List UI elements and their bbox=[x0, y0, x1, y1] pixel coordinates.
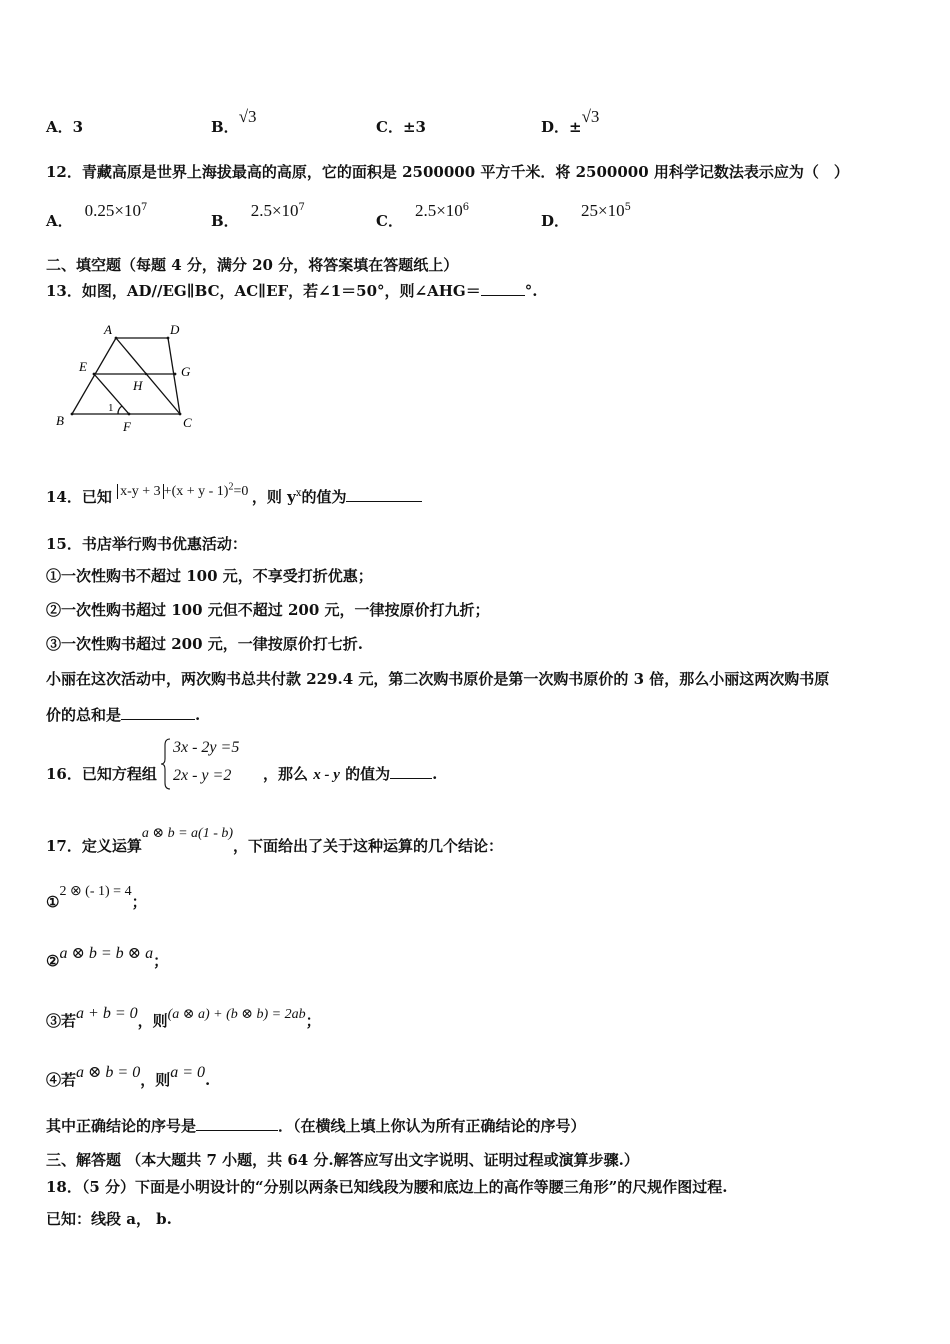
q15-rule-1: ①一次性购书不超过 100 元，不享受打折优惠； bbox=[46, 567, 373, 585]
label-g: G bbox=[181, 364, 191, 379]
label-angle-1: 1 bbox=[108, 402, 114, 414]
q16-eq-1: 3x - 2y =5 bbox=[173, 739, 240, 756]
q16-prefix: 16．已知方程组 bbox=[46, 765, 157, 783]
q11-option-c: C．±3 bbox=[376, 118, 426, 136]
q15-rule-2: ②一次性购书超过 100 元但不超过 200 元，一律按原价打九折； bbox=[46, 601, 490, 619]
q15-rule-3: ③一次性购书超过 200 元，一律按原价打七折. bbox=[46, 635, 363, 653]
q14-formula: $x-y + 3 +(x + y - 1)^2=0$ bbox=[117, 484, 252, 499]
answer-blank[interactable] bbox=[481, 281, 525, 296]
q12-option-a: A．$0.25\times 10^7$ bbox=[46, 201, 148, 230]
q12-option-c: C．$2.5\times 10^6$ bbox=[376, 201, 470, 230]
q16-eq-2: 2x - y =2 bbox=[173, 767, 232, 784]
q17-conclusion-1: ①2 ⊗ (- 1) = 4； bbox=[46, 884, 147, 911]
q11-option-d: D．±√3 bbox=[541, 107, 600, 136]
q17-stem: 17．定义运算a ⊗ b = a(1 - b)，下面给出了关于这种运算的几个结论： bbox=[46, 826, 504, 855]
q15-body-2: 价的总和是 . bbox=[46, 706, 201, 724]
q14-line: 14．已知 $x-y + 3 +(x + y - 1)^2=0$ ，则 $y^x$的值为 bbox=[46, 484, 422, 509]
q15-body-1: 小丽在这次活动中，两次购书总共付款 229.4 元，第二次购书原价是第一次购书原价的 3 倍，那么小丽这两次购书原 bbox=[46, 670, 830, 688]
sqrt-3: √3 bbox=[581, 107, 600, 126]
q17-answer-line: 其中正确结论的序号是 ．（在横线上填上你认为所有正确结论的序号） bbox=[46, 1117, 586, 1135]
q12-option-d: D．$25\times 10^5$ bbox=[541, 201, 631, 230]
q17-conclusion-4: ④若a ⊗ b = 0，则a = 0. bbox=[46, 1064, 211, 1089]
answer-blank[interactable] bbox=[346, 487, 422, 502]
section-3-heading: 三、解答题 （本大题共 7 小题，共 64 分.解答应写出文字说明、证明过程或演算步骤.） bbox=[46, 1151, 639, 1169]
q18-given: 已知：线段 a， b. bbox=[46, 1210, 172, 1228]
q17-conclusion-3: ③若a + b = 0，则(a ⊗ a) + (b ⊗ b) = 2ab； bbox=[46, 1005, 321, 1030]
answer-blank[interactable] bbox=[121, 705, 195, 720]
q12-stem: 12．青藏高原是世界上海拔最高的高原，它的面积是 2500000 平方千米．将 2500000 用科学记数法表示应为（ ） bbox=[46, 163, 849, 181]
section-2-heading: 二、填空题（每题 4 分，满分 20 分，将答案填在答题纸上） bbox=[46, 256, 459, 274]
label-f: F bbox=[123, 419, 131, 434]
q12-option-b: B．$2.5\times 10^7$ bbox=[211, 201, 305, 230]
answer-blank[interactable] bbox=[196, 1116, 278, 1131]
label-d: D bbox=[170, 322, 180, 337]
brace-icon bbox=[160, 737, 172, 791]
label-h: H bbox=[133, 378, 143, 393]
q13-figure bbox=[50, 318, 210, 438]
answer-blank[interactable] bbox=[390, 764, 432, 779]
q16-suffix: ，那么 x - y 的值为 . bbox=[263, 765, 438, 783]
q11-option-b: B．√3 bbox=[211, 107, 257, 136]
label-b: B bbox=[56, 413, 64, 428]
label-c: C bbox=[183, 415, 192, 430]
q15-stem: 15．书店举行购书优惠活动： bbox=[46, 535, 247, 553]
label-a: A bbox=[104, 322, 112, 337]
q17-conclusion-2: ②a ⊗ b = b ⊗ a； bbox=[46, 945, 169, 970]
q11-option-a: A．3 bbox=[46, 118, 84, 136]
q13-stem: 13．如图，AD//EG∥BC，AC∥EF，若∠1＝50°，则∠AHG＝ °. bbox=[46, 282, 538, 300]
label-e: E bbox=[79, 359, 87, 374]
q18-stem: 18．（5 分）下面是小明设计的“分别以两条已知线段为腰和底边上的高作等腰三角形”的尺规作图过程. bbox=[46, 1178, 728, 1196]
sqrt-3: √3 bbox=[238, 107, 257, 126]
